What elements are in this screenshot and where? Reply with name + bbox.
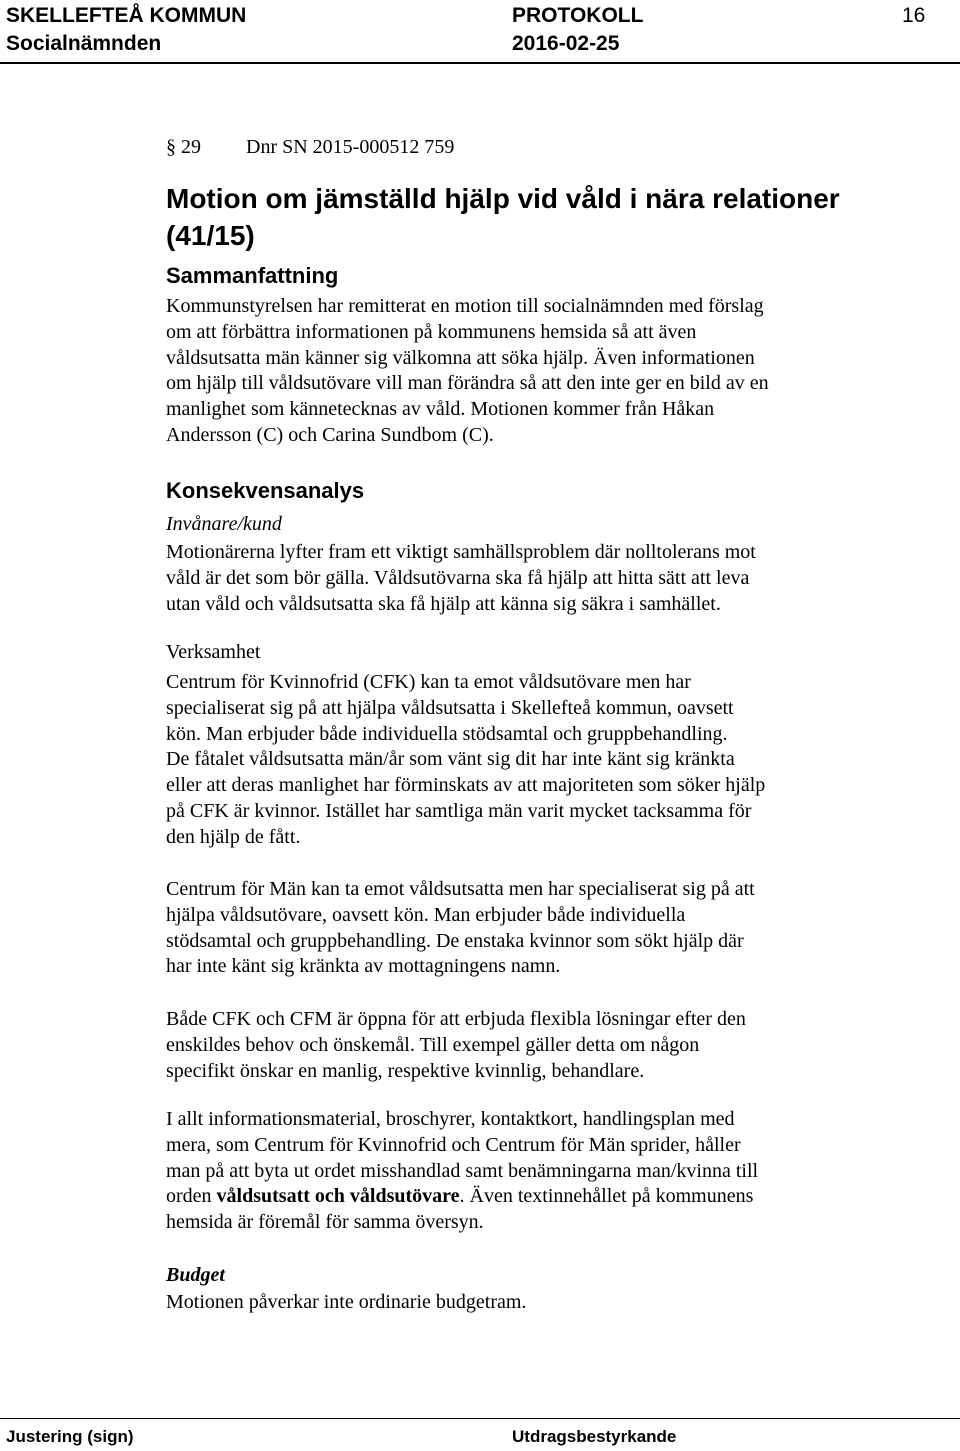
page-number: 16 (902, 4, 926, 27)
budget-subheading: Budget (166, 1264, 225, 1286)
operations-line: enskildes behov och önskemål. Till exempel gäller detta om någon (166, 1033, 700, 1056)
operations-paragraph-material (166, 1107, 846, 1236)
residents-line: Motionärerna lyfter fram ett viktigt samhällsproblem där nolltolerans mot (166, 541, 756, 563)
operations-line: I allt informationsmaterial, broschyrer, kontaktkort, handlingsplan med (166, 1108, 735, 1130)
diary-number: Dnr SN 2015-000512 759 (246, 136, 455, 158)
operations-line: har inte känt sig kränkta av mottagningens namn. (166, 955, 561, 978)
operations-line: eller att deras manlighet har förminskats av att majoriteten som söker hjälp (166, 774, 766, 797)
operations-line: den hjälp de fått. (166, 825, 301, 848)
operations-line: De fåtalet våldsutsatta män/år som vänt sig dit har inte känt sig kränkta (166, 748, 735, 771)
budget-paragraph (166, 1290, 846, 1316)
signature-label: Justering (sign) (6, 1427, 134, 1446)
section-number: § 29 (166, 136, 201, 158)
summary-paragraph (166, 294, 846, 449)
header-divider (0, 62, 960, 64)
item-reference (166, 134, 454, 160)
line-suffix: . Även textinnehållet på kommunens (459, 1185, 754, 1208)
residents-line: våld är det som bör gälla. Våldsutövarna ska få hjälp att hitta sätt att leva (166, 566, 750, 589)
document-type: PROTOKOLL (512, 4, 644, 27)
operations-line: mera, som Centrum för Kvinnofrid och Centrum för Män sprider, håller (166, 1133, 741, 1156)
summary-line: Kommunstyrelsen har remitterat en motion till socialnämnden med förslag (166, 295, 764, 317)
residents-subheading: Invånare/kund (166, 513, 282, 535)
operations-line: specifikt önskar en manlig, respektive kvinnlig, behandlare. (166, 1059, 645, 1082)
operations-paragraph-cfk (166, 670, 846, 851)
operations-line: kön. Man erbjuder både individuella stödsamtal och gruppbehandling. (166, 722, 728, 745)
summary-line: om att förbättra informationen på kommunens hemsida så att även (166, 320, 697, 343)
organization-name: SKELLEFTEÅ KOMMUN (6, 4, 247, 27)
department-name: Socialnämnden (6, 32, 162, 55)
operations-line: Både CFK och CFM är öppna för att erbjuda flexibla lösningar efter den (166, 1008, 746, 1030)
summary-line: våldsutsatta män känner sig välkomna att söka hjälp. Även informationen (166, 346, 755, 369)
operations-paragraph-cfm (166, 877, 846, 980)
operations-line: man på att byta ut ordet misshandlad samt benämningarna man/kvinna till (166, 1159, 759, 1182)
analysis-heading: Konsekvensanalys (166, 478, 365, 503)
emphasized-terms: våldsutsatt och våldsutövare (216, 1185, 460, 1208)
document-date: 2016-02-25 (512, 32, 620, 55)
operations-line: stödsamtal och gruppbehandling. De enstaka kvinnor som sökt hjälp där (166, 929, 744, 952)
summary-line: om hjälp till våldsutövare vill man förändra så att den inte ger en bild av en (166, 372, 769, 395)
summary-line: Andersson (C) och Carina Sundbom (C). (166, 423, 494, 446)
operations-line: hjälpa våldsutövare, oavsett kön. Man erbjuder både individuella (166, 903, 686, 926)
line-prefix: orden (166, 1185, 217, 1208)
operations-paragraph-flexible (166, 1007, 846, 1084)
residents-paragraph (166, 540, 846, 617)
footer-divider (0, 1418, 960, 1419)
residents-line: utan våld och våldsutsatta ska få hjälp att känna sig säkra i samhället. (166, 592, 721, 615)
budget-line: Motionen påverkar inte ordinarie budgetram. (166, 1291, 527, 1313)
operations-line: specialiserat sig på att hjälpa våldsutsatta i Skellefteå kommun, oavsett (166, 696, 734, 719)
item-title: Motion om jämställd hjälp vid våld i nära relationer (41/15) (166, 183, 840, 251)
operations-line: på CFK är kvinnor. Istället har samtliga män varit mycket tacksamma för (166, 799, 752, 822)
summary-heading: Sammanfattning (166, 263, 339, 288)
operations-line: Centrum för Män kan ta emot våldsutsatta men har specialiserat sig på att (166, 878, 755, 900)
operations-subheading: Verksamhet (166, 641, 261, 663)
operations-line (166, 1184, 846, 1210)
operations-line: Centrum för Kvinnofrid (CFK) kan ta emot våldsutövare men har (166, 671, 691, 693)
operations-line: hemsida är föremål för samma översyn. (166, 1211, 484, 1234)
summary-line: manlighet som kännetecknas av våld. Motionen kommer från Håkan (166, 398, 715, 421)
extract-label: Utdragsbestyrkande (512, 1427, 677, 1446)
